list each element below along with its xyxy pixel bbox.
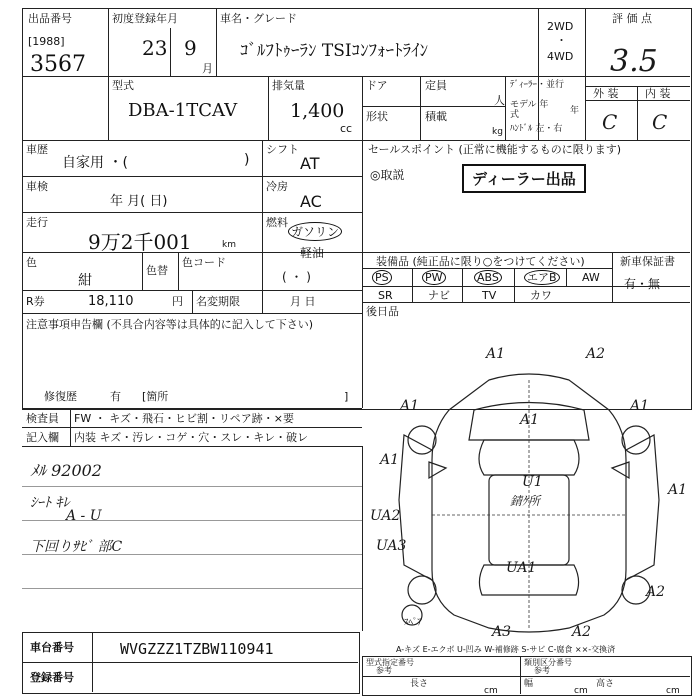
entry-label: 記入欄: [26, 431, 59, 444]
damage-mark-a2-rear-right: A2: [646, 584, 666, 600]
damage-mark-u1-roof: U1: [522, 474, 543, 490]
model-year-unit: 年: [570, 106, 580, 116]
fuel-label: 燃料: [266, 216, 288, 229]
inspector-items: FW ・ キズ・飛石・ヒビ割・リペア跡・×要: [74, 412, 294, 425]
equip-leather: カワ: [530, 289, 552, 302]
length-label: 長さ: [410, 679, 429, 689]
inspection-label: 車検: [26, 180, 48, 193]
chassis-label: 車台番号: [30, 641, 74, 654]
mileage-unit: km: [222, 240, 236, 250]
note-line-1: ﾒﾙ 92002: [30, 461, 102, 480]
drive-dot: ・: [556, 34, 567, 47]
exterior-grade: C: [602, 110, 618, 134]
ac-label: 冷房: [266, 180, 288, 193]
height-unit: cm: [666, 686, 680, 696]
damage-mark-a1-right-upper: A1: [630, 398, 650, 414]
damage-mark-a2-rear: A2: [572, 624, 592, 640]
equip-sr: SR: [378, 289, 393, 302]
registration-deadline-value: 月 日: [290, 295, 316, 308]
equip-navi: ナビ: [428, 289, 450, 302]
class-label: 類別区分番号: [524, 658, 572, 667]
first-registration-label: 初度登録年月: [112, 12, 178, 25]
repair-part: [箇所: [142, 390, 169, 403]
width-label: 幅: [524, 679, 534, 689]
door-label: ドア: [366, 79, 388, 92]
rating-value: 3.5: [610, 44, 658, 79]
lot-number: 3567: [30, 52, 86, 77]
load-label: 積載: [425, 110, 447, 123]
interior-label: 内 装: [645, 87, 671, 100]
ac-value: AC: [300, 192, 322, 211]
model-name: ｺﾞﾙﾌﾄｩｰﾗﾝ TSIｺﾝﾌｫｰﾄﾗｲﾝ: [240, 41, 429, 61]
repair-history-label: 修復歴: [44, 390, 77, 403]
registration-year: 23: [142, 36, 168, 60]
recycle-unit: 円: [172, 295, 183, 308]
damage-mark-ua2: UA2: [370, 508, 401, 524]
sales-point-label: セールスポイント (正常に機能するものに限ります): [368, 143, 622, 156]
registration-deadline-label: 名変期限: [196, 295, 240, 308]
equip-tv: TV: [482, 289, 497, 302]
type-value: DBA-1TCAV: [128, 100, 238, 121]
warranty-label: 新車保証書: [620, 255, 675, 268]
registration-number-label: 登録番号: [30, 671, 74, 684]
damage-mark-a1-right: A1: [668, 482, 688, 498]
model-year-label: モデル 年式: [510, 100, 549, 120]
capacity-unit: 人: [494, 94, 505, 107]
length-unit: cm: [484, 686, 498, 696]
note-line-4: 下回りｻﾋﾞ 部C: [30, 539, 123, 555]
dealer-stamp: ディーラー出品: [462, 164, 586, 193]
vehicle-use-close: ): [244, 152, 250, 168]
vehicle-use-value: 自家用 ・(: [62, 155, 128, 171]
type-designation-ref: 参考: [376, 666, 392, 675]
mileage-label: 走行: [26, 216, 48, 229]
manual-item: ◎取説: [370, 168, 405, 182]
recycle-label: R券: [26, 295, 45, 308]
inspection-value: 年 月( 日): [110, 194, 168, 209]
shape-label: 形状: [366, 110, 388, 123]
shift-value: AT: [300, 154, 320, 173]
color-value: 紺: [78, 273, 92, 289]
fuel-alt: 軽油: [300, 246, 325, 260]
load-unit: kg: [492, 127, 503, 137]
lot-number-label: 出品番号: [28, 12, 72, 25]
damage-mark-a1-top: A1: [486, 346, 506, 362]
damage-mark-a3-rear: A3: [492, 624, 512, 640]
note-line-2: ｼｰﾄ ｷﾚ: [30, 495, 70, 511]
equipment-label: 装備品 (純正品に限り○をつけてください): [376, 255, 585, 268]
capacity-label: 定員: [425, 79, 447, 92]
damage-mark-a1-left-upper: A1: [400, 398, 420, 414]
drive-2wd: 2WD: [547, 20, 574, 33]
equip-ps: PS: [372, 270, 392, 285]
handle-label: ﾊﾝﾄﾞﾙ 左・右: [510, 124, 563, 134]
displacement-unit: cc: [340, 122, 353, 135]
width-unit: cm: [574, 686, 588, 696]
repair-history-value: 有: [110, 390, 121, 403]
damage-mark-a1-windshield: A1: [520, 412, 540, 428]
fuel-value: ガソリン: [288, 222, 342, 241]
damage-legend: A-キズ E-エクボ U-凹み W-補修跡 S-サビ C-腐食 ××-交換済: [396, 645, 616, 654]
lot-sub-number: [1988]: [28, 35, 65, 48]
recycle-value: 18,110: [88, 294, 134, 309]
color-change-label: 色替: [146, 264, 168, 277]
equip-airbag: エアB: [524, 270, 560, 285]
mileage-value: 9万2千001: [88, 230, 192, 254]
entry-items: 内装 キズ・汚レ・コゲ・穴・スレ・キレ・破レ: [74, 431, 309, 444]
damage-mark-ua1: UA1: [506, 560, 537, 576]
damage-mark-a1-left: A1: [380, 452, 400, 468]
damage-center-note: 錆ｹ所: [510, 494, 541, 508]
color-label: 色: [26, 256, 37, 269]
fuel-paren: ( ・ ): [282, 270, 311, 284]
type-designation-label: 型式指定番号: [366, 658, 414, 667]
displacement-value: 1,400: [290, 100, 345, 122]
equip-pw: PW: [422, 270, 446, 285]
registration-month-unit: 月: [202, 62, 213, 75]
registration-month: 9: [184, 36, 197, 60]
color-code-label: 色コード: [182, 256, 226, 269]
displacement-label: 排気量: [272, 79, 305, 92]
note-line-3: A - U: [66, 508, 102, 524]
model-name-label: 車名・グレード: [220, 12, 297, 25]
class-ref: 参考: [534, 666, 550, 675]
exterior-label: 外 装: [593, 87, 619, 100]
equip-aw: AW: [582, 271, 600, 284]
height-label: 高さ: [596, 679, 615, 689]
type-label: 型式: [112, 79, 134, 92]
dealer-label: ﾃﾞｨｰﾗｰ・並行: [510, 80, 565, 90]
damage-mark-a2-top: A2: [586, 346, 606, 362]
shift-label: シフト: [266, 143, 299, 156]
chassis-number: WVGZZZ1TZBW110941: [120, 640, 274, 658]
backseat-label: 後日品: [366, 305, 399, 318]
warranty-value: 有・無: [624, 277, 661, 291]
damage-mark-ua3: UA3: [376, 538, 407, 554]
repair-close: ]: [344, 390, 349, 403]
interior-grade: C: [652, 110, 668, 134]
rating-label: 評 価 点: [612, 12, 652, 25]
drive-4wd: 4WD: [547, 50, 574, 63]
equip-abs: ABS: [474, 270, 502, 285]
notes-label: 注意事項申告欄 (不具合内容等は具体的に記入して下さい): [26, 318, 314, 331]
vehicle-use-label: 車歴: [26, 143, 48, 156]
car-damage-diagram: [364, 340, 694, 640]
spare-label: ｽﾍﾟｱ: [404, 618, 423, 628]
inspector-label: 検査員: [26, 412, 59, 425]
